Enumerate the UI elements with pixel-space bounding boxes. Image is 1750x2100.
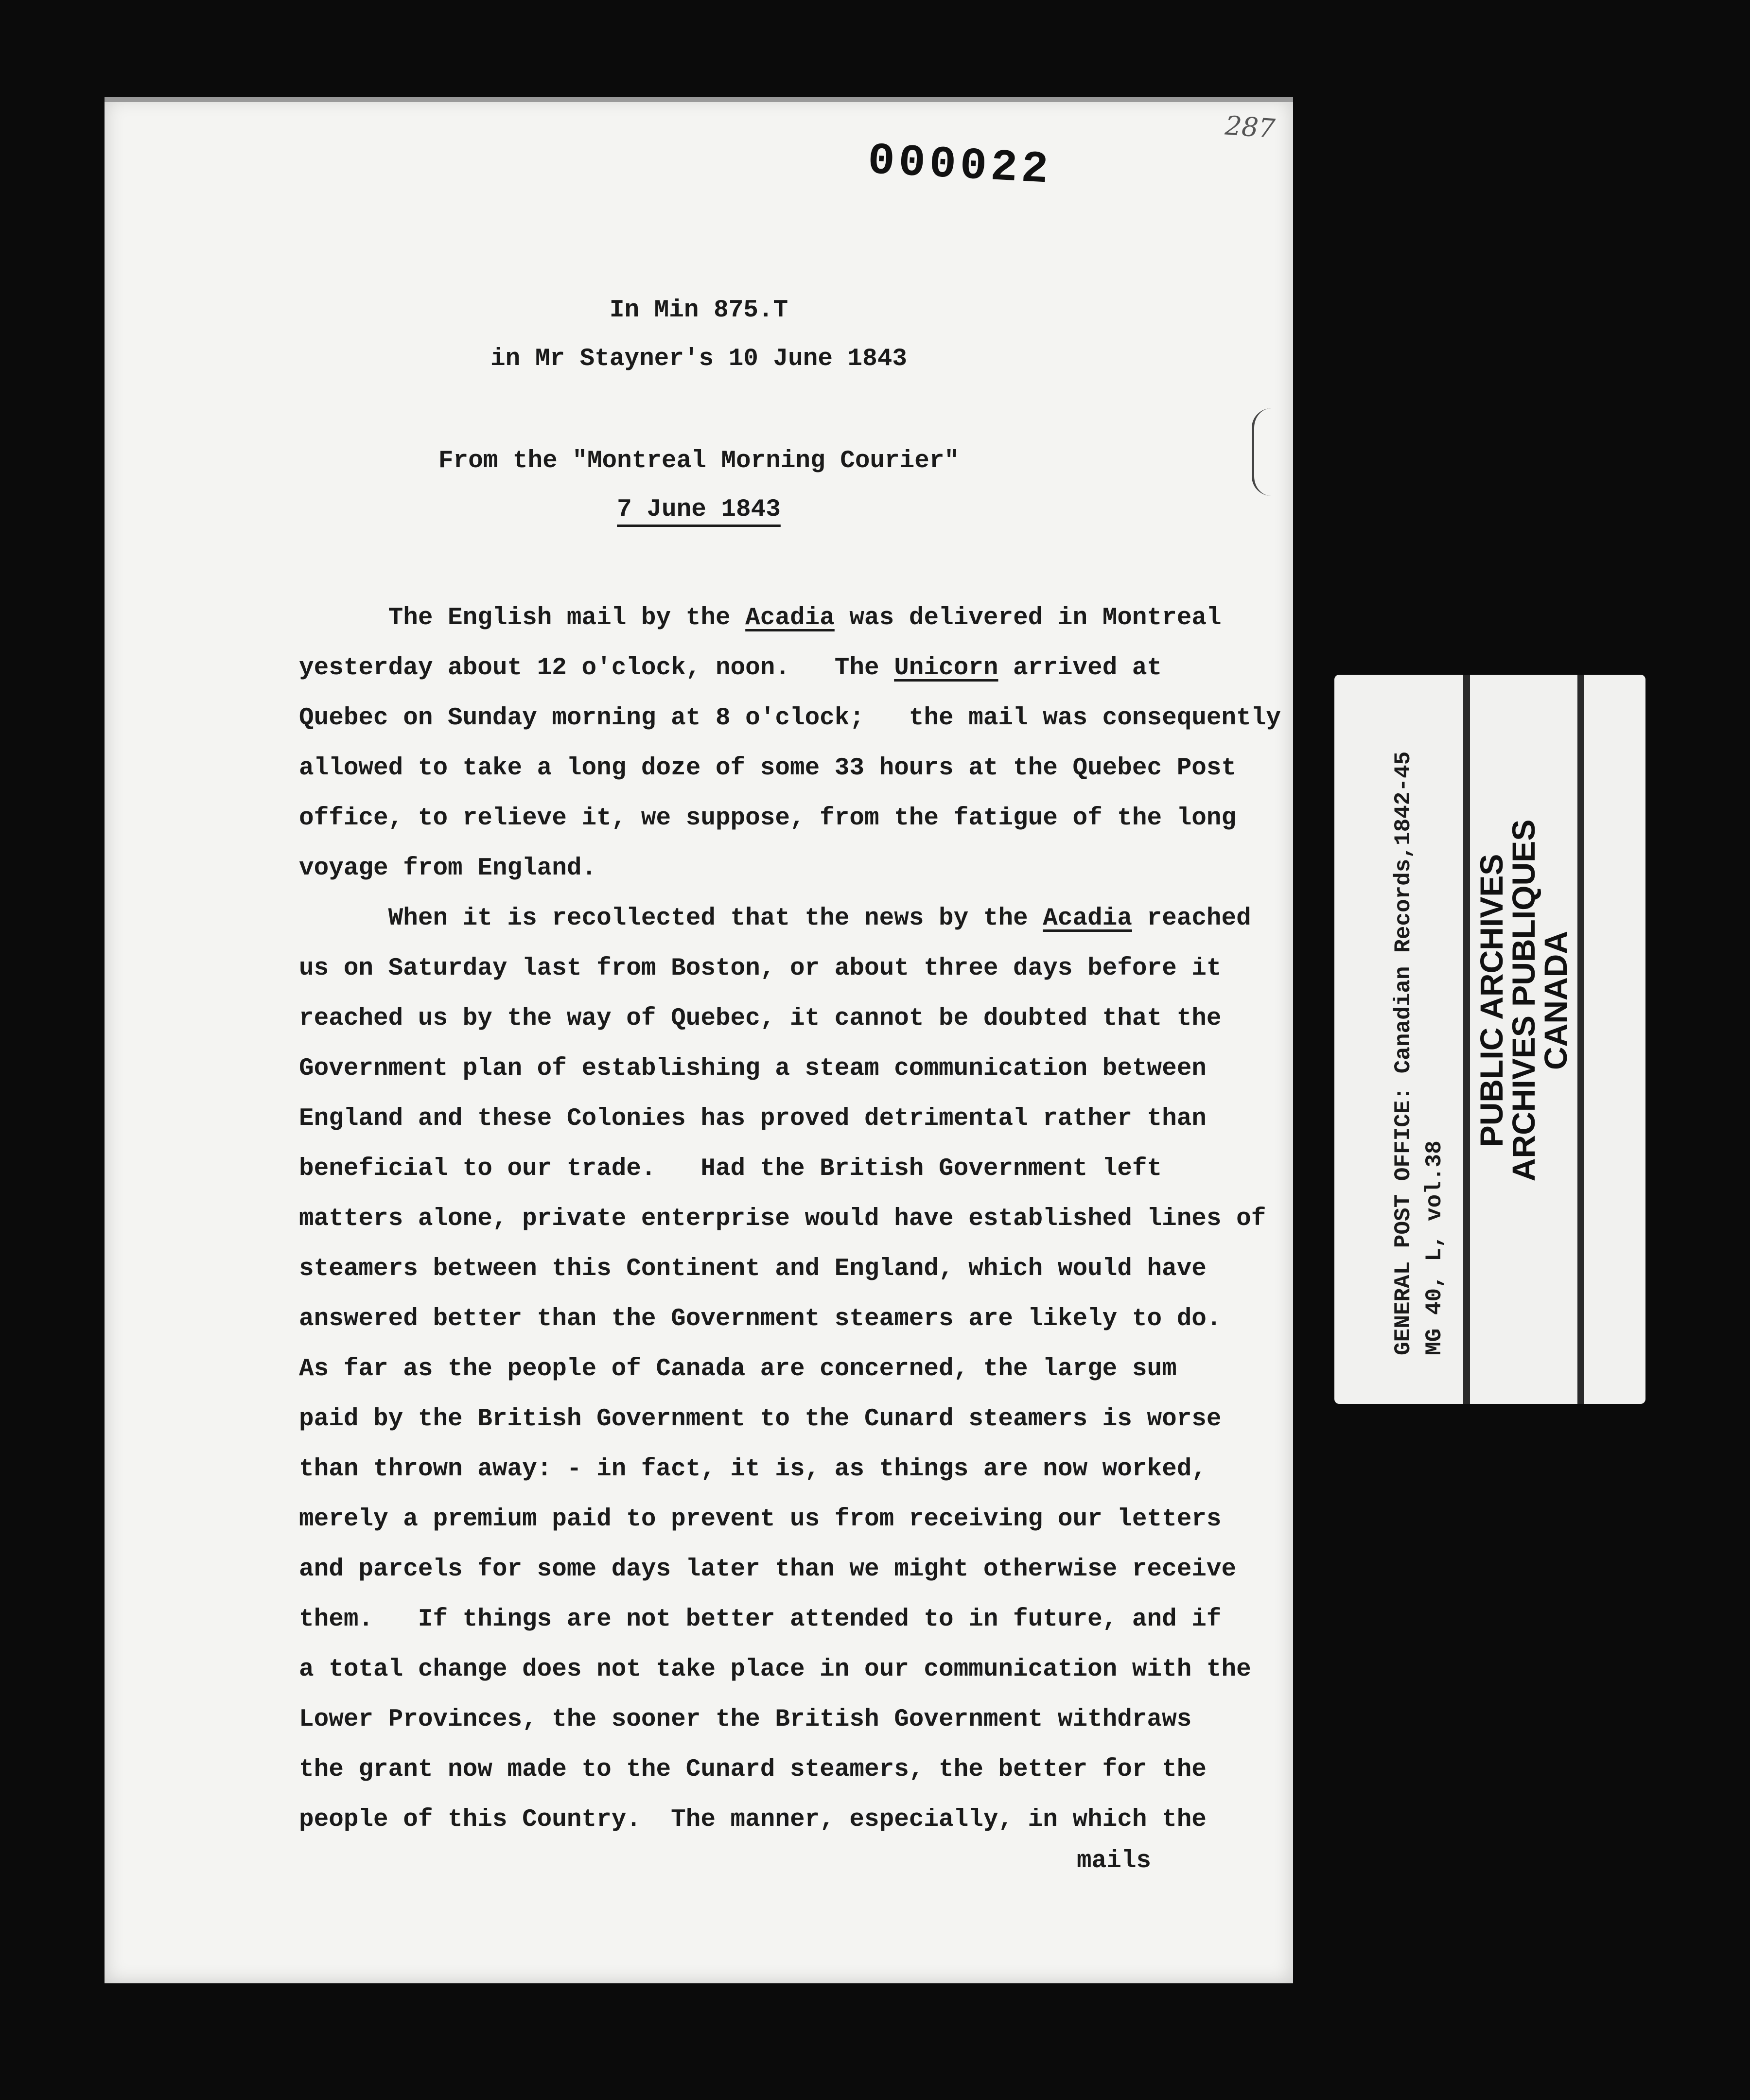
- document-page: [105, 97, 1293, 1983]
- p2-text-b: reached us on Saturday last from Boston, or about three days before it reached us by the way of Quebec, it cannot be doubted that the Government plan of establishing a steam communication between England and these Colonies has proved detrimental rather than beneficial to our trade. Had the British Government left matters alone, private enterprise would have established lines of steamers between this Continent and England, which would have answered better than the Government steamers are likely to do. As far as the people of Canada are concerned, the large sum paid by the British Government to the Cunard steamers is worse than thrown away: - in fact, it is, as things are now worked, merely a premium paid to prevent us from receiving our letters and parcels for some days later than we might otherwise receive them. If things are not better attended to in future, and if a total change does not take place in our communication with the Lower Provinces, the sooner the British Government withdraws the grant now made to the Cunard steamers, the better for the people of this Country. The manner, especially, in which the: [299, 905, 1266, 1834]
- collection-reference: [1388, 752, 1450, 1355]
- stamp-number: 000022: [866, 135, 1053, 196]
- p1-text-a: The English mail by the: [388, 604, 746, 632]
- archives-line-2: ARCHIVES PUBLIQUES: [1505, 819, 1541, 1182]
- label-divider: [1463, 675, 1470, 1404]
- label-divider: [1577, 675, 1584, 1404]
- archive-label: [1334, 675, 1645, 1404]
- folio-number: 287: [1224, 110, 1277, 144]
- header-minute-ref: In Min 875.T: [609, 297, 788, 324]
- article-body: [299, 593, 1300, 1845]
- p1-text-b: was delivered in Montreal yesterday about 12 o'clock, noon. The: [299, 604, 1222, 682]
- archives-stamp: [1475, 796, 1572, 1205]
- collection-line-1: GENERAL POST OFFICE: Canadian Records,1842-45: [1391, 751, 1416, 1355]
- header-enclosure-ref: in Mr Stayner's 10 June 1843: [490, 345, 907, 373]
- ship-name-acadia: Acadia: [745, 604, 835, 632]
- header-source: From the "Montreal Morning Courier": [438, 447, 960, 475]
- header-date: 7 June 1843: [617, 496, 781, 524]
- page-top-edge: [105, 97, 1293, 102]
- ship-name-acadia-2: Acadia: [1043, 905, 1132, 932]
- paragraph-2-indent: [299, 905, 388, 932]
- p1-text-c: arrived at Quebec on Sunday morning at 8 o'clock; the mail was consequently allowed to take a long doze of some 33 hours at the Quebec Post office, to relieve it, we suppose, from the fatigue of the long voyage from England.: [299, 654, 1281, 882]
- p2-text-a: When it is recollected that the news by the: [388, 905, 1043, 932]
- archives-line-3: CANADA: [1538, 931, 1574, 1070]
- catchword: mails: [1077, 1847, 1152, 1875]
- paragraph-2: [299, 893, 1300, 1845]
- archives-line-1: PUBLIC ARCHIVES: [1473, 854, 1509, 1147]
- ship-name-unicorn: Unicorn: [894, 654, 998, 682]
- paragraph-1: [299, 593, 1300, 893]
- collection-line-2: MG 40, L, vol.38: [1422, 1140, 1447, 1355]
- paragraph-1-indent: [299, 604, 388, 632]
